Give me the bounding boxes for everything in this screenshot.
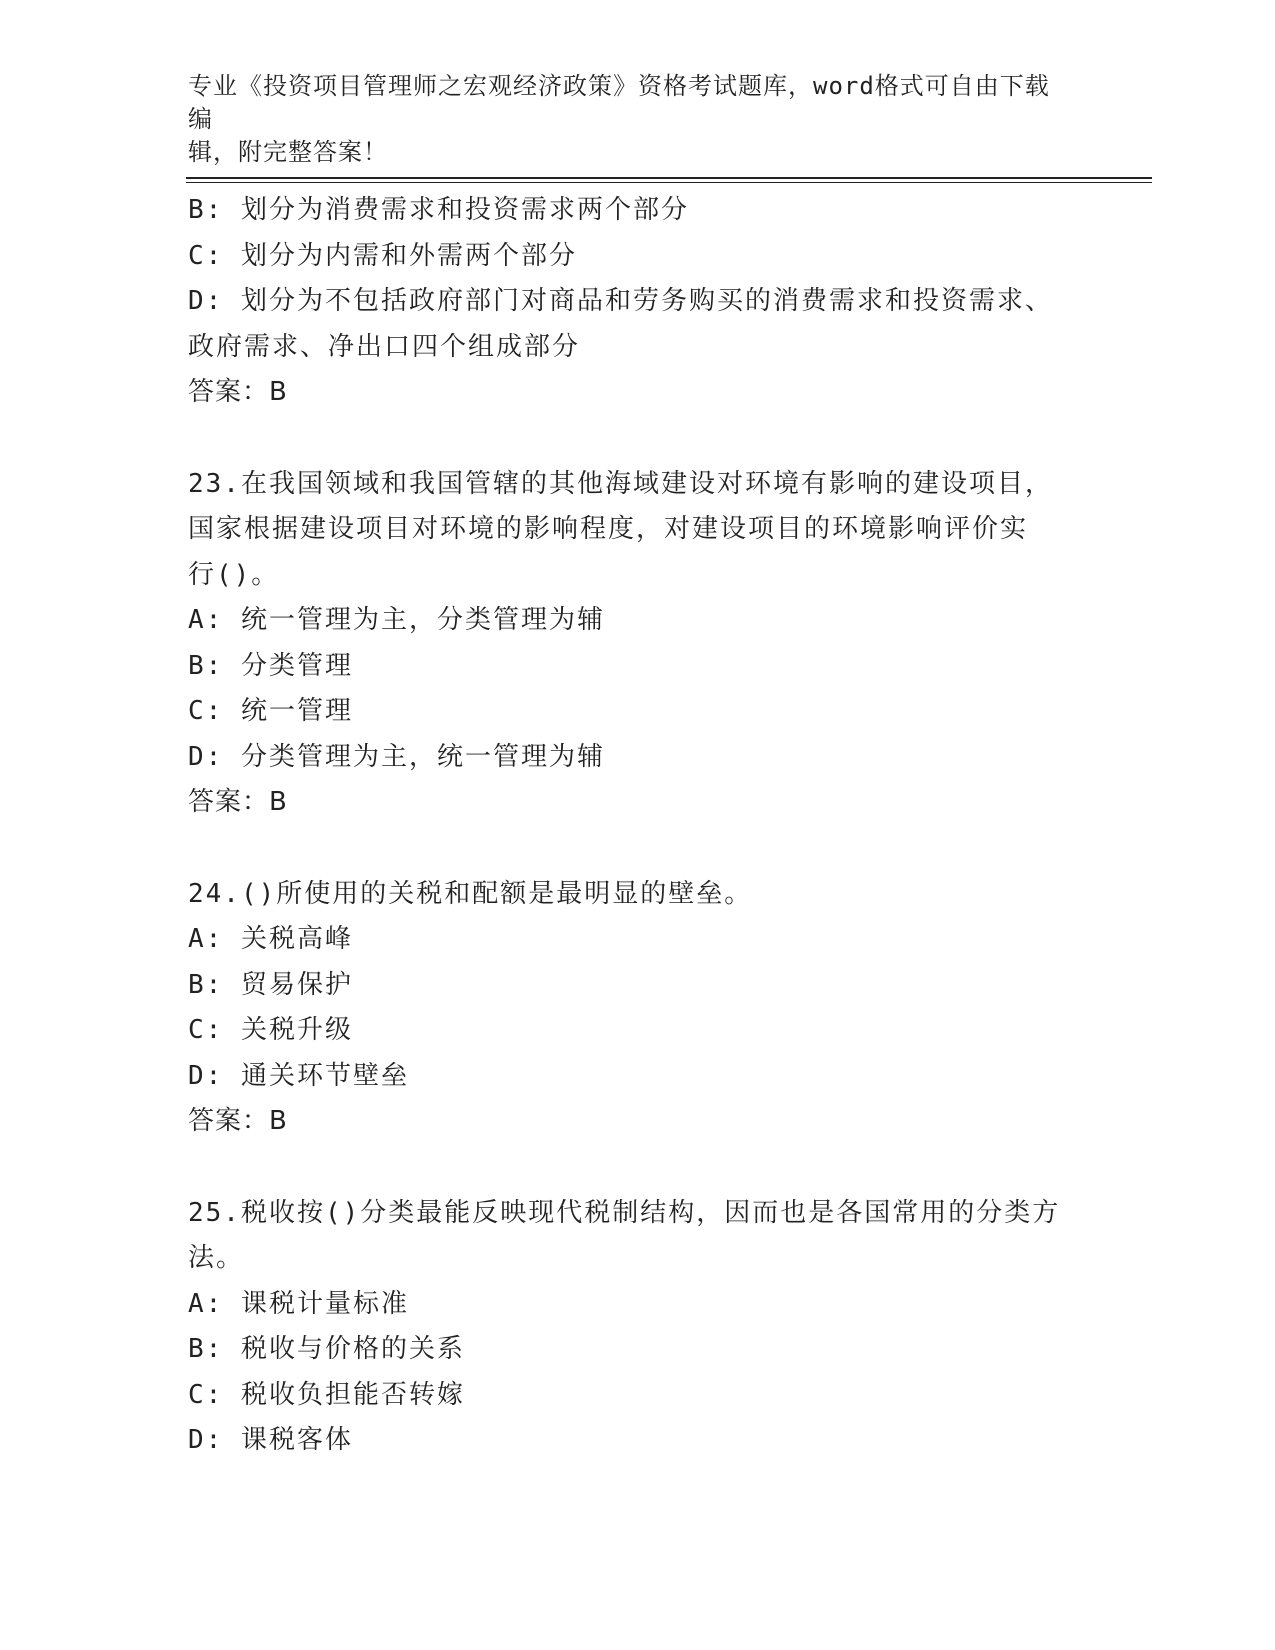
header-divider-thick bbox=[186, 177, 1152, 179]
header-line-1: 专业《投资项目管理师之宏观经济政策》资格考试题库，word格式可自由下载编 bbox=[188, 72, 1050, 133]
option-d: D: 通关环节壁垒 bbox=[188, 1060, 409, 1091]
question-22-tail bbox=[188, 188, 1108, 416]
question-text-line-1: 23.在我国领域和我国管辖的其他海域建设对环境有影响的建设项目， bbox=[188, 468, 1053, 499]
header-divider-thin bbox=[186, 182, 1152, 183]
question-text-line-1: 25.税收按()分类最能反映现代税制结构，因而也是各国常用的分类方 bbox=[188, 1197, 1061, 1228]
header-line-2: 辑，附完整答案！ bbox=[188, 138, 388, 166]
option-d-line-2: 政府需求、净出口四个组成部分 bbox=[188, 331, 581, 362]
option-a: A: 统一管理为主，分类管理为辅 bbox=[188, 605, 605, 635]
question-text-line-2: 国家根据建设项目对环境的影响程度，对建设项目的环境影响评价实 bbox=[188, 514, 1029, 544]
option-d: D: 分类管理为主，统一管理为辅 bbox=[188, 741, 605, 772]
option-b: B: 贸易保护 bbox=[188, 969, 353, 1000]
option-c: C: 划分为内需和外需两个部分 bbox=[188, 240, 577, 271]
answer: 答案：B bbox=[188, 1106, 288, 1136]
option-c: C: 关税升级 bbox=[188, 1015, 353, 1045]
option-b: B: 税收与价格的关系 bbox=[188, 1334, 465, 1364]
option-a: A: 课税计量标准 bbox=[188, 1288, 409, 1319]
question-text-line-2: 法。 bbox=[188, 1243, 245, 1273]
option-c: C: 税收负担能否转嫁 bbox=[188, 1379, 465, 1410]
option-c: C: 统一管理 bbox=[188, 696, 353, 726]
question-25 bbox=[188, 1191, 1108, 1464]
question-23 bbox=[188, 462, 1108, 826]
question-text-line-1: 24.()所使用的关税和配额是最明显的壁垒。 bbox=[188, 878, 753, 909]
question-24 bbox=[188, 872, 1108, 1145]
option-d: D: 课税客体 bbox=[188, 1425, 353, 1455]
option-b: B: 分类管理 bbox=[188, 650, 353, 681]
option-d-line-1: D: 划分为不包括政府部门对商品和劳务购买的消费需求和投资需求、 bbox=[188, 286, 1053, 316]
option-a: A: 关税高峰 bbox=[188, 924, 353, 954]
question-list bbox=[188, 188, 1108, 1464]
option-b: B: 划分为消费需求和投资需求两个部分 bbox=[188, 195, 689, 225]
document-header bbox=[188, 70, 1068, 169]
answer: 答案：B bbox=[188, 787, 288, 817]
question-text-line-3: 行()。 bbox=[188, 559, 280, 590]
answer: 答案：B bbox=[188, 377, 288, 407]
